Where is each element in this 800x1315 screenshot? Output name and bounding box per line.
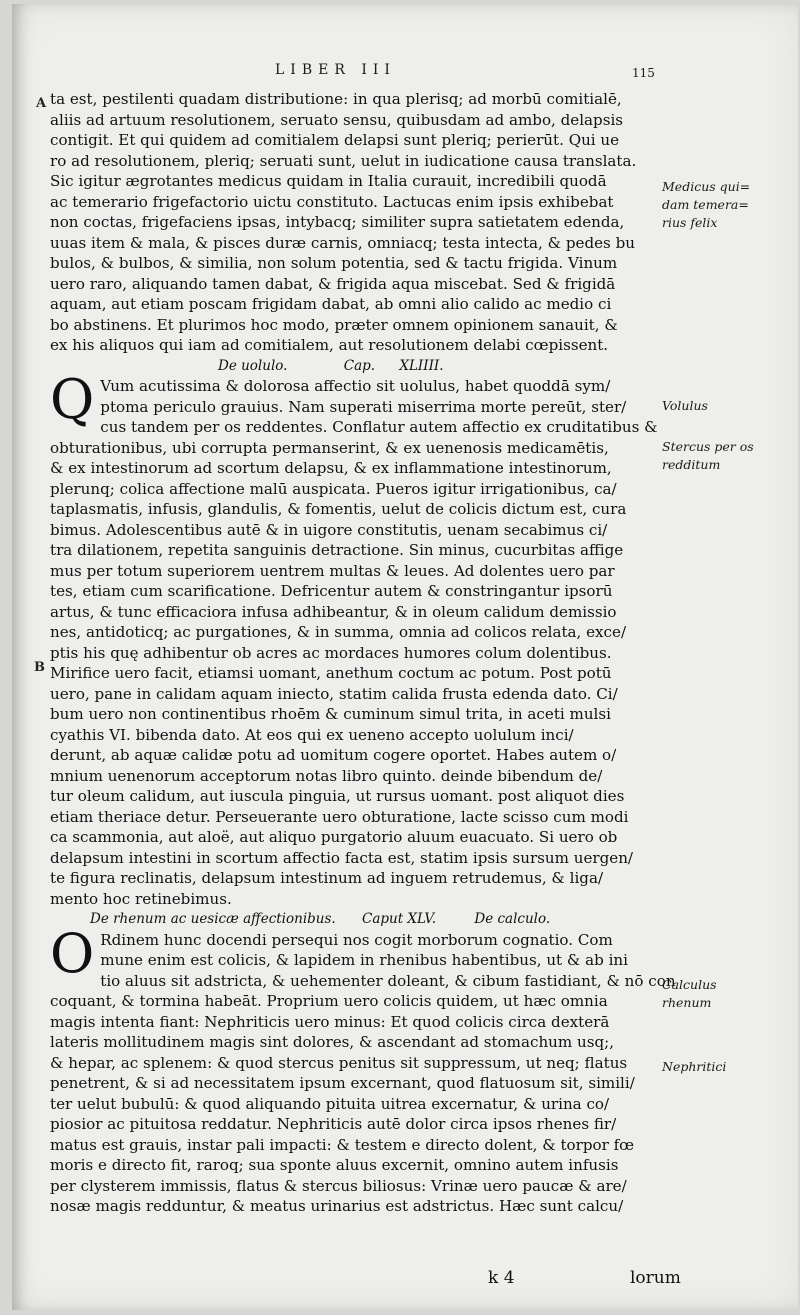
margin-note-volulus: Volulus <box>662 398 708 413</box>
margin-note-medicus <box>662 178 750 232</box>
signature-mark: k 4 <box>488 1268 515 1288</box>
text-line: ex his aliquos qui iam ad comitialem, aut resolutionem delabi cœpissent. <box>50 336 609 354</box>
chapter-label: Caput XLV. <box>362 911 437 927</box>
text-line: mnium uenenorum acceptorum notas libro quinto. deinde bibendum de/ <box>50 766 603 785</box>
text-line: uero, pane in calidam aquam iniecto, statim calida frusta edenda dato. Ci/ <box>50 684 618 703</box>
text-line: Rdinem hunc docendi persequi nos cogit morborum cognatio. Com <box>100 930 613 949</box>
chapter-heading-45 <box>50 909 660 930</box>
subtitle-de-calculo: De calculo. <box>474 911 551 927</box>
text-line: & hepar, ac splenem: & quod stercus penitus sit suppressum, ut neq; flatus <box>50 1053 628 1072</box>
text-line: ta est, pestilenti quadam distributione: in qua plerisq; ad morbū comitialē, <box>50 90 622 108</box>
text-line: bimus. Adolescentibus autē & in uigore constitutis, uenam secabimus ci/ <box>50 520 608 539</box>
chapter-title: De rhenum ac uesicæ affectionibus. <box>90 911 336 927</box>
text-line: cus tandem per os reddentes. Conflatur autem affectio ex cruditatibus & <box>100 418 658 436</box>
section-mark-a: A <box>36 96 47 111</box>
text-line: tra dilationem, repetita sanguinis detractione. Sin minus, cucurbitas affige <box>50 541 624 559</box>
catchword: lorum <box>630 1268 681 1288</box>
text-line: penetrent, & si ad necessitatem ipsum excernant, quod flatuosum sit, simili/ <box>50 1074 635 1092</box>
text-line: mus per totum superiorem uentrem multas & leues. Ad dolentes uero par <box>50 561 615 580</box>
text-line: & ex intestinorum ad scortum delapsu, & ex inflammatione intestinorum, <box>50 459 612 477</box>
margin-line: dam temera= <box>662 197 749 212</box>
text-line: te figura reclinatis, delapsum intestinum ad inguem retrudemus, & liga/ <box>50 869 604 887</box>
text-line: taplasmatis, infusis, glandulis, & fomentis, uelut de colicis dictum est, cura <box>50 500 627 518</box>
text-line: tes, etiam cum scarificatione. Defricentur autem & constringantur ipsorū <box>50 582 613 600</box>
text-line: plerunq; colica affectione malū auspicata. Pueros igitur irrigationibus, ca/ <box>50 479 617 498</box>
paragraph-1 <box>50 89 660 356</box>
initial-letter-o: O <box>50 921 95 985</box>
text-line: mune enim est colicis, & lapidem in rhenibus habentibus, ut & ab ini <box>100 951 628 969</box>
text-line: uuas item & mala, & pisces duræ carnis, omniacq; testa intecta, & pedes bu <box>50 233 635 252</box>
text-line: piosior ac pituitosa reddatur. Nephriticis autē dolor circa ipsos rhenes fir/ <box>50 1115 617 1133</box>
text-line: uero raro, aliquando tamen dabat, & frigida aqua miscebat. Sed & frigidā <box>50 274 616 293</box>
text-line: Mirifice uero facit, etiamsi uomant, anethum coctum ac potum. Post potū <box>50 664 612 682</box>
text-line: Sic igitur ægrotantes medicus quidam in Italia curauit, incredibili quodā <box>50 172 607 190</box>
text-line: aliis ad artuum resolutionem, seruato sensu, quibusdam ad ambo, delapsis <box>50 110 624 129</box>
text-line: aquam, aut etiam poscam frigidam dabat, ab omni alio calido ac medio ci <box>50 295 612 313</box>
paragraph-3 <box>50 921 676 1217</box>
text-line: obturationibus, ubi corrupta permanserint, & ex uenenosis medicamētis, <box>50 438 609 457</box>
page-header <box>0 62 800 86</box>
text-line: tur oleum calidum, aut iuscula pinguia, ut rursus uomant. post aliquot dies <box>50 787 625 805</box>
running-head: LIBER III <box>275 62 396 78</box>
initial-letter-q: Q <box>50 368 95 431</box>
text-line: artus, & tunc efficaciora infusa adhibeantur, & in oleum calidum demissio <box>50 602 617 621</box>
text-line: bulos, & bulbos, & similia, non solum potentia, sed & tactu frigida. Vinum <box>50 254 618 272</box>
chapter-number: XLIIII. <box>399 357 444 374</box>
text-line: non coctas, frigefaciens ipsas, intybacq; similiter supra satietatem edenda, <box>50 213 625 231</box>
margin-note-nephritici: Nephritici <box>662 1059 727 1074</box>
text-line: nosæ magis redduntur, & meatus urinarius est adstrictus. Hæc sunt calcu/ <box>50 1197 624 1215</box>
text-line: Vum acutissima & dolorosa affectio sit uolulus, habet quoddā sym/ <box>100 377 611 395</box>
text-line: bum uero non continentibus rhoēm & cuminum simul trita, in aceti mulsi <box>50 705 611 723</box>
margin-line: Calculus <box>662 977 717 992</box>
text-line: ter uelut bubulū: & quod aliquando pituita uitrea excernatur, & urina co/ <box>50 1094 610 1113</box>
text-line: delapsum intestini in scortum affectio facta est, statim ipsis sursum uergen/ <box>50 848 634 867</box>
text-line: ptis his quę adhibentur ob acres ac mordaces humores colum dolentibus. <box>50 643 612 662</box>
folio-number: 115 <box>632 66 655 80</box>
chapter-title: De uolulo. <box>218 357 288 374</box>
margin-note-stercus <box>662 438 754 474</box>
text-line: contigit. Et qui quidem ad comitialem delapsi sunt pleriq; perierūt. Qui ue <box>50 131 620 149</box>
margin-line: redditum <box>662 457 721 472</box>
text-line: ac temerario frigefactorio uictu constituto. Lactucas enim ipsis exhibebat <box>50 192 614 211</box>
text-line: mento hoc retinebimus. <box>50 889 232 908</box>
text-line: derunt, ab aquæ calidæ potu ad uomitum cogere oportet. Habes autem o/ <box>50 746 617 764</box>
main-text <box>50 89 676 1217</box>
text-line: cyathis VI. bibenda dato. At eos qui ex ueneno accepto uolulum inci/ <box>50 725 574 744</box>
section-mark-b: B <box>34 660 45 675</box>
margin-line: Stercus per os <box>662 439 754 454</box>
text-line: coquant, & tormina habeāt. Proprium uero colicis quidem, ut hæc omnia <box>50 992 608 1010</box>
text-line: ca scammonia, aut aloë, aut aliquo purgatorio aluum euacuato. Si uero ob <box>50 828 618 846</box>
text-line: nes, antidoticq; ac purgationes, & in summa, omnia ad colicos relata, exce/ <box>50 623 627 641</box>
chapter-label: Cap. <box>343 357 376 374</box>
margin-line: rhenum <box>662 995 712 1010</box>
text-line: ro ad resolutionem, pleriq; seruati sunt, uelut in iudicatione causa translata. <box>50 151 637 170</box>
text-line: tio aluus sit adstricta, & uehementer doleant, & cibum fastidiant, & nō con <box>100 971 676 990</box>
chapter-heading-44 <box>50 356 660 377</box>
text-line: etiam theriace detur. Perseuerante uero obturatione, lacte scisso cum modi <box>50 807 629 826</box>
margin-note-calculus <box>662 976 717 1012</box>
margin-line: Medicus qui= <box>662 179 751 194</box>
text-line: ptoma periculo grauius. Nam superati miserrima morte pereūt, ster/ <box>100 397 627 416</box>
text-line: moris e directo fit, raroq; sua sponte aluus excernit, omnino autem infusis <box>50 1156 619 1174</box>
text-line: lateris mollitudinem magis sint dolores, & ascendant ad stomachum usq;, <box>50 1033 615 1051</box>
text-line: per clysterem immissis, flatus & stercus biliosus: Vrinæ uero paucæ & are/ <box>50 1176 627 1195</box>
text-line: bo abstinens. Et plurimos hoc modo, præter omnem opinionem sanauit, & <box>50 315 618 334</box>
text-line: magis intenta fiant: Nephriticis uero minus: Et quod colicis circa dexterā <box>50 1012 610 1031</box>
text-line: matus est grauis, instar pali impacti: & testem e directo dolent, & torpor fœ <box>50 1135 635 1154</box>
paragraph-2 <box>50 368 660 909</box>
margin-line: rius felix <box>662 215 718 230</box>
